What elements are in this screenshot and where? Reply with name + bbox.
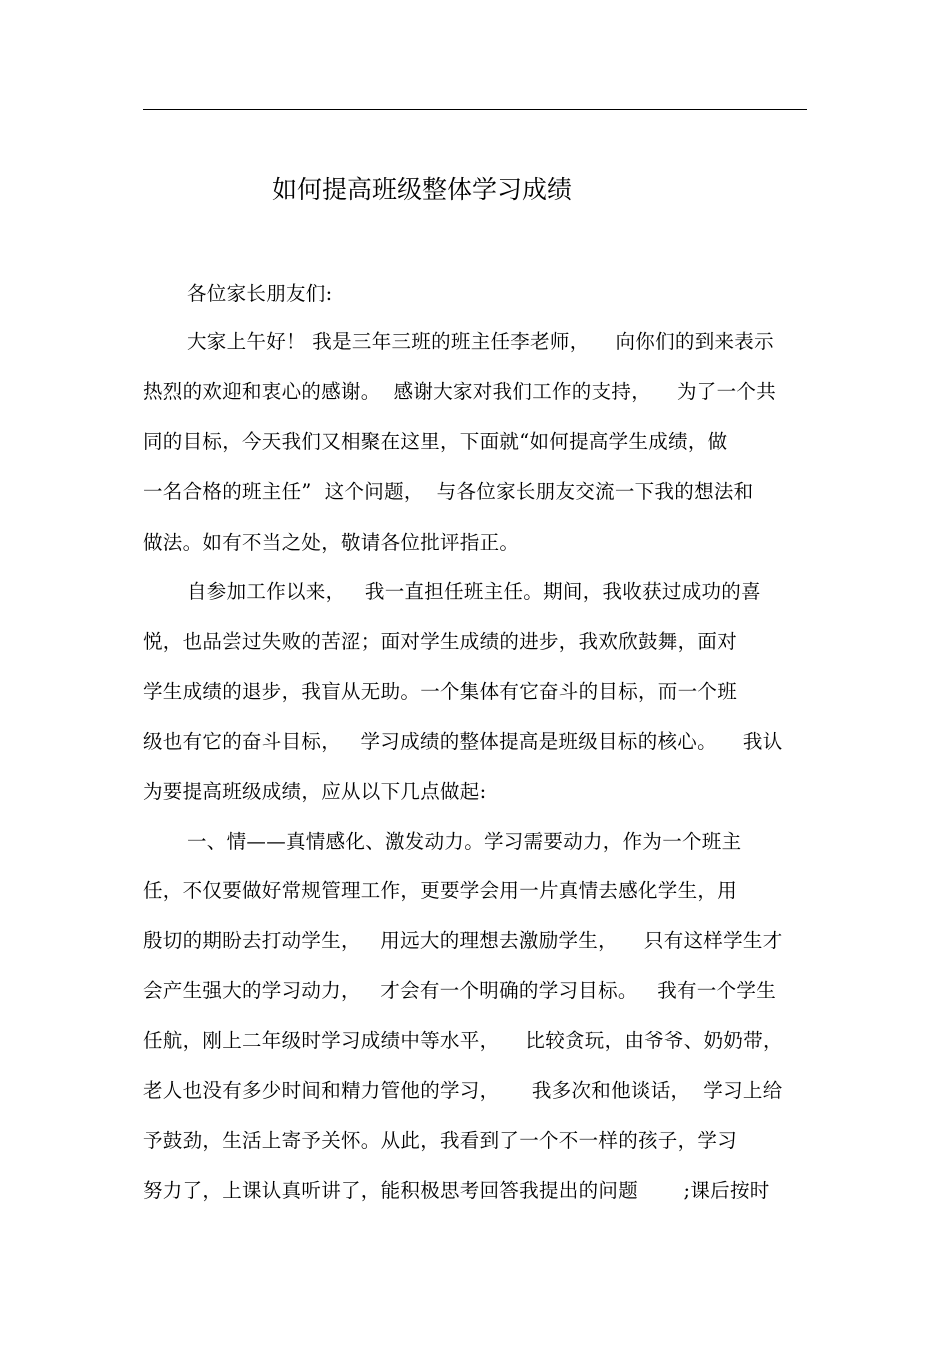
body-line: 同的目标，今天我们又相聚在这里，下面就“如何提高学生成绩，做 (143, 430, 728, 453)
body-line: 予鼓劲，生活上寄予关怀。从此，我看到了一个不一样的孩子，学习 (143, 1129, 738, 1152)
body-line: 努力了，上课认真听讲了，能积极思考回答我提出的问题 ;课后按时 (143, 1179, 770, 1202)
body-line: 大家上午好！ 我是三年三班的班主任李老师， 向你们的到来表示 (187, 330, 774, 353)
body-line: 热烈的欢迎和衷心的感谢。 感谢大家对我们工作的支持， 为了一个共 (143, 380, 776, 403)
body-line: 做法。如有不当之处，敬请各位批评指正。 (143, 531, 520, 554)
body-line: 学生成绩的退步，我盲从无助。一个集体有它奋斗的目标，而一个班 (143, 680, 738, 703)
body-line: 自参加工作以来， 我一直担任班主任。期间，我收获过成功的喜 (187, 580, 761, 603)
body-line: 一、情——真情感化、激发动力。学习需要动力，作为一个班主 (187, 830, 742, 853)
body-line: 一名合格的班主任” 这个问题， 与各位家长朋友交流一下我的想法和 (143, 480, 754, 503)
body-line: 老人也没有多少时间和精力管他的学习， 我多次和他谈话， 学习上给 (143, 1079, 783, 1102)
body-line: 殷切的期盼去打动学生， 用远大的理想去激励学生， 只有这样学生才 (143, 929, 783, 952)
document-title: 如何提高班级整体学习成绩 (272, 175, 573, 204)
body-line: 级也有它的奋斗目标， 学习成绩的整体提高是班级目标的核心。 我认 (143, 730, 783, 753)
salutation-line: 各位家长朋友们: (187, 282, 333, 305)
body-line: 会产生强大的学习动力， 才会有一个明确的学习目标。 我有一个学生 (143, 979, 776, 1002)
body-line: 任，不仅要做好常规管理工作，更要学会用一片真情去感化学生，用 (143, 879, 738, 902)
body-line: 为要提高班级成绩，应从以下几点做起: (143, 780, 487, 803)
header-rule (143, 109, 807, 110)
body-line: 任航，刚上二年级时学习成绩中等水平， 比较贪玩，由爷爷、奶奶带， (143, 1029, 783, 1052)
body-line: 悦，也品尝过失败的苦涩；面对学生成绩的进步，我欢欣鼓舞，面对 (143, 630, 738, 653)
